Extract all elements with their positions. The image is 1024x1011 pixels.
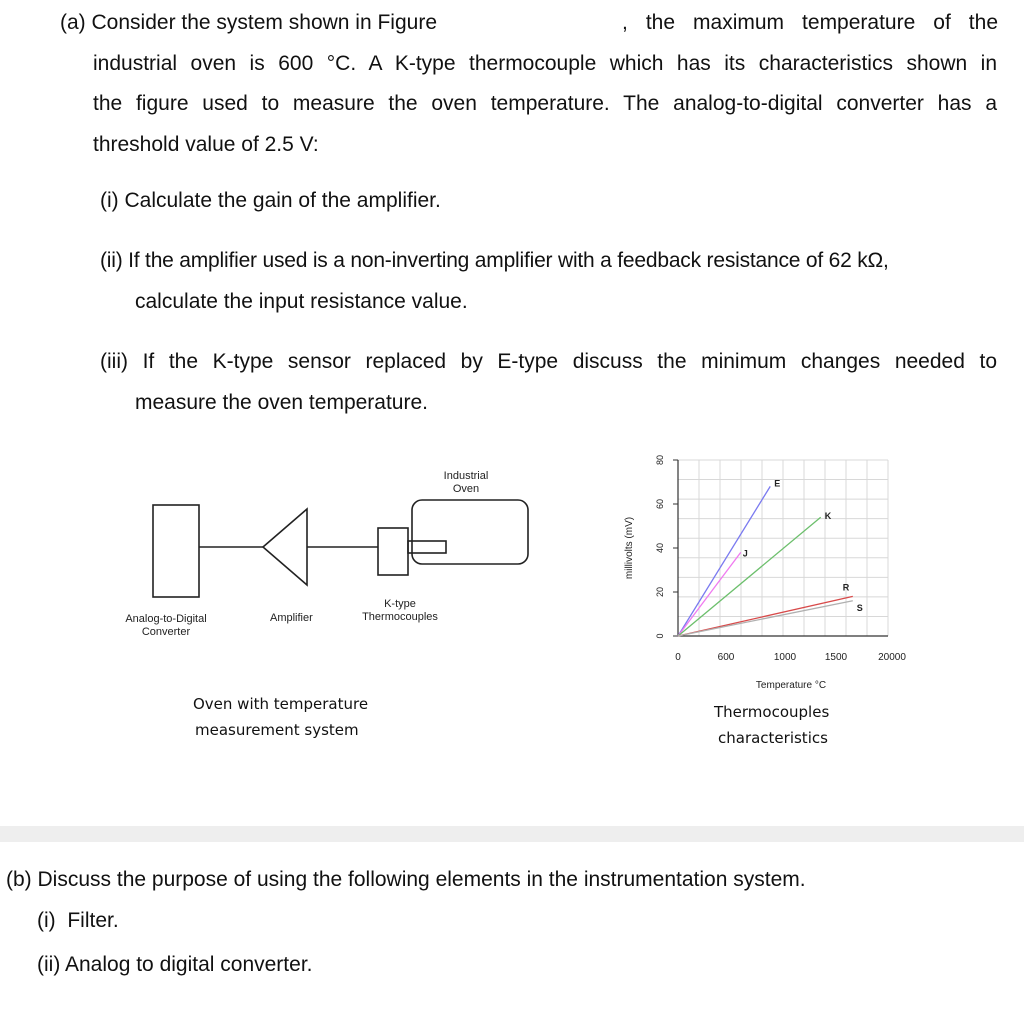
question-iii-line2: measure the oven temperature. (135, 391, 428, 414)
part-a-line1-end: , the maximum temperature of the (622, 11, 998, 34)
question-iii-line1: (iii) If the K-type sensor replaced by E-type discuss the minimum changes needed to (100, 350, 997, 373)
thermocouple-probe (408, 541, 446, 553)
part-a-line3: the figure used to measure the oven temperature. The analog-to-digital converter has a (93, 92, 997, 115)
thermocouple-chart (610, 448, 920, 698)
x-tick-label: 1000 (773, 652, 797, 663)
series-line-s (678, 601, 853, 636)
part-a-label: (a) (60, 11, 86, 34)
chart-caption-line2: characteristics (718, 729, 828, 747)
x-tick-label: 0 (675, 652, 681, 663)
oven-label: Industrial Oven (443, 470, 489, 495)
series-label-j: J (742, 548, 748, 559)
series-label-r: R (842, 582, 850, 593)
y-tick-label: 60 (655, 498, 665, 510)
y-tick-label: 20 (655, 586, 665, 598)
question-i: (i) Calculate the gain of the amplifier. (100, 189, 441, 212)
adc-label: Analog-to-Digital Converter (125, 613, 207, 638)
question-ii-line1: (ii) If the amplifier used is a non-inverting amplifier with a feedback resistance of 62 kΩ, (100, 249, 889, 272)
thermocouple-label: K-type Thermocouples (362, 598, 438, 623)
chart-caption-line1: Thermocouples (714, 703, 830, 721)
y-tick-label: 80 (655, 454, 665, 466)
series-label-k: K (824, 511, 832, 522)
part-a-line2: industrial oven is 600 °C. A K-type thermocouple which has its characteristics shown in (93, 52, 997, 75)
industrial-oven (412, 500, 528, 564)
part-b-item-i: (i) Filter. (37, 909, 119, 932)
x-tick-label: 600 (717, 652, 735, 663)
y-axis-label: millivolts (mV) (624, 516, 635, 580)
thermocouple-block (378, 528, 408, 575)
series-label-e: E (774, 478, 781, 489)
y-tick-label: 40 (655, 542, 665, 554)
x-axis-label: Temperature °C (755, 680, 827, 691)
part-b-label: (b) (6, 868, 32, 891)
y-tick-label: 0 (655, 633, 665, 639)
x-tick-label: 1500 (824, 652, 848, 663)
x-tick-label: 20000 (878, 652, 906, 663)
diagram-caption-line2: measurement system (195, 721, 359, 739)
section-divider (0, 826, 1024, 842)
diagram-caption-line1: Oven with temperature (193, 695, 369, 713)
part-b-item-ii: (ii) Analog to digital converter. (37, 953, 313, 976)
question-ii-line2: calculate the input resistance value. (135, 290, 468, 313)
amplifier-symbol (263, 509, 307, 585)
adc-block (153, 505, 199, 597)
series-line-e (678, 486, 770, 636)
part-b-line1 (6, 859, 806, 900)
amplifier-label: Amplifier (270, 612, 313, 624)
part-a-line1-start: Consider the system shown in Figure (91, 11, 438, 34)
part-a-line4: threshold value of 2.5 V: (93, 133, 319, 156)
series-label-s: S (856, 602, 863, 613)
part-b-text: Discuss the purpose of using the following elements in the instrumentation system. (37, 868, 806, 891)
